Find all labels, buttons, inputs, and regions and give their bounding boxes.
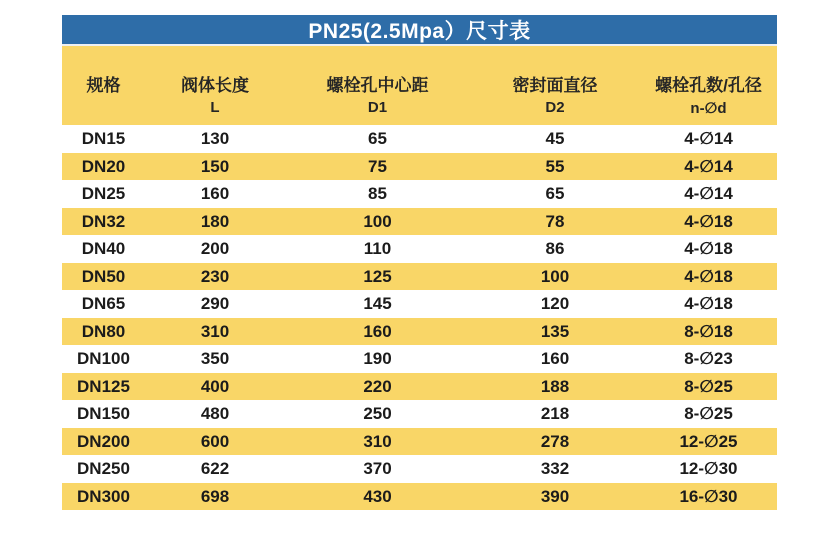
table-cell: 4-∅14 (684, 184, 733, 204)
table-row (62, 483, 777, 511)
table-cell: 150 (200, 156, 230, 176)
table-title: PN25(2.5Mpa）尺寸表 (308, 19, 531, 43)
table-row (62, 400, 777, 428)
table-cell: 4-∅18 (684, 239, 733, 259)
column-header-bolt-holes (640, 46, 777, 125)
table-cell: 698 (200, 486, 230, 506)
column-header-symbol: D1 (367, 99, 388, 116)
table-row (62, 428, 777, 456)
table-cell: 125 (363, 266, 392, 286)
table-cell: DN25 (81, 184, 126, 204)
table-cell: DN250 (77, 459, 130, 479)
table-cell: 145 (363, 294, 392, 314)
table-cell: 75 (368, 156, 387, 176)
table-cell: DN300 (77, 486, 130, 506)
table-cell: 370 (363, 459, 392, 479)
table-cell: 100 (540, 266, 570, 286)
table-cell: 160 (540, 349, 570, 369)
table-cell: 55 (545, 156, 565, 176)
table-cell: 4-∅14 (684, 129, 733, 149)
table-title-bar (62, 15, 777, 46)
table-cell: 135 (540, 321, 570, 341)
column-header-symbol (62, 99, 145, 125)
table-cell: 220 (363, 376, 392, 396)
column-header-label: 规格 (86, 76, 121, 95)
table-cell: 310 (200, 321, 230, 341)
table-cell: 200 (200, 239, 230, 259)
table-cell: 480 (200, 404, 230, 424)
table-cell: 622 (200, 459, 230, 479)
table-cell: 85 (368, 184, 387, 204)
table-cell: 120 (540, 294, 570, 314)
table-cell: 310 (363, 431, 392, 451)
table-cell: 65 (368, 129, 387, 149)
table-cell: 190 (363, 349, 392, 369)
table-cell: DN65 (81, 294, 126, 314)
table-cell: 86 (545, 239, 565, 259)
table-cell: DN50 (81, 266, 126, 286)
table-cell: 350 (200, 349, 230, 369)
table-cell: 278 (540, 431, 570, 451)
column-header-symbol: L (210, 99, 220, 116)
table-cell: DN200 (77, 431, 130, 451)
table-cell: DN20 (81, 156, 126, 176)
column-header-body-length (145, 46, 285, 125)
table-row (62, 345, 777, 373)
column-header-symbol: n-∅d (690, 100, 727, 117)
table-cell: 160 (200, 184, 230, 204)
table-row (62, 263, 777, 291)
table-cell: DN125 (77, 376, 130, 396)
column-header-label: 螺栓孔数/孔径 (655, 76, 762, 95)
table-cell: 8-∅25 (684, 404, 733, 424)
table-cell: DN150 (77, 404, 130, 424)
table-cell: 12-∅30 (679, 459, 738, 479)
table-cell: 4-∅18 (684, 266, 733, 286)
table-cell: 12-∅25 (679, 431, 738, 451)
table-cell: 400 (200, 376, 230, 396)
table-row (62, 318, 777, 346)
table-row (62, 208, 777, 236)
header-row (62, 46, 777, 125)
column-header-spec (62, 46, 145, 125)
table-cell: 160 (363, 321, 392, 341)
table-row (62, 455, 777, 483)
table-cell: DN15 (81, 129, 126, 149)
table-cell: 290 (200, 294, 230, 314)
table-row (62, 235, 777, 263)
table-cell: 250 (363, 404, 392, 424)
column-header-label: 阀体长度 (181, 76, 249, 95)
column-header-label: 螺栓孔中心距 (326, 76, 429, 95)
table-cell: 110 (363, 239, 392, 259)
table-cell: 180 (200, 211, 230, 231)
table-cell: 8-∅18 (684, 321, 733, 341)
column-header-label: 密封面直径 (512, 76, 598, 95)
table-cell: DN40 (81, 239, 126, 259)
table-row (62, 373, 777, 401)
table-row (62, 290, 777, 318)
table-row (62, 180, 777, 208)
table-cell: 332 (540, 459, 570, 479)
table-cell: 100 (363, 211, 392, 231)
table-cell: 188 (540, 376, 570, 396)
table-cell: 430 (363, 486, 392, 506)
column-header-seal-face-diameter (470, 46, 640, 125)
table-cell: 130 (200, 129, 230, 149)
column-header-bolt-circle (285, 46, 470, 125)
table-body (62, 125, 777, 510)
dimension-spec-table (62, 15, 777, 510)
table-cell: 8-∅25 (684, 376, 733, 396)
table-cell: 218 (540, 404, 570, 424)
dimensions-table (62, 46, 777, 510)
table-cell: 600 (200, 431, 230, 451)
table-cell: 4-∅14 (684, 156, 733, 176)
table-cell: 230 (200, 266, 230, 286)
table-cell: 65 (545, 184, 565, 204)
table-cell: 8-∅23 (684, 349, 733, 369)
table-cell: DN32 (81, 211, 126, 231)
column-header-symbol: D2 (545, 99, 565, 116)
table-cell: 4-∅18 (684, 211, 733, 231)
table-cell: 4-∅18 (684, 294, 733, 314)
table-cell: DN100 (77, 349, 130, 369)
table-cell: DN80 (81, 321, 126, 341)
table-row (62, 125, 777, 153)
table-row (62, 153, 777, 181)
table-cell: 45 (545, 129, 565, 149)
table-cell: 16-∅30 (679, 486, 738, 506)
table-cell: 78 (545, 211, 565, 231)
table-cell: 390 (540, 486, 570, 506)
